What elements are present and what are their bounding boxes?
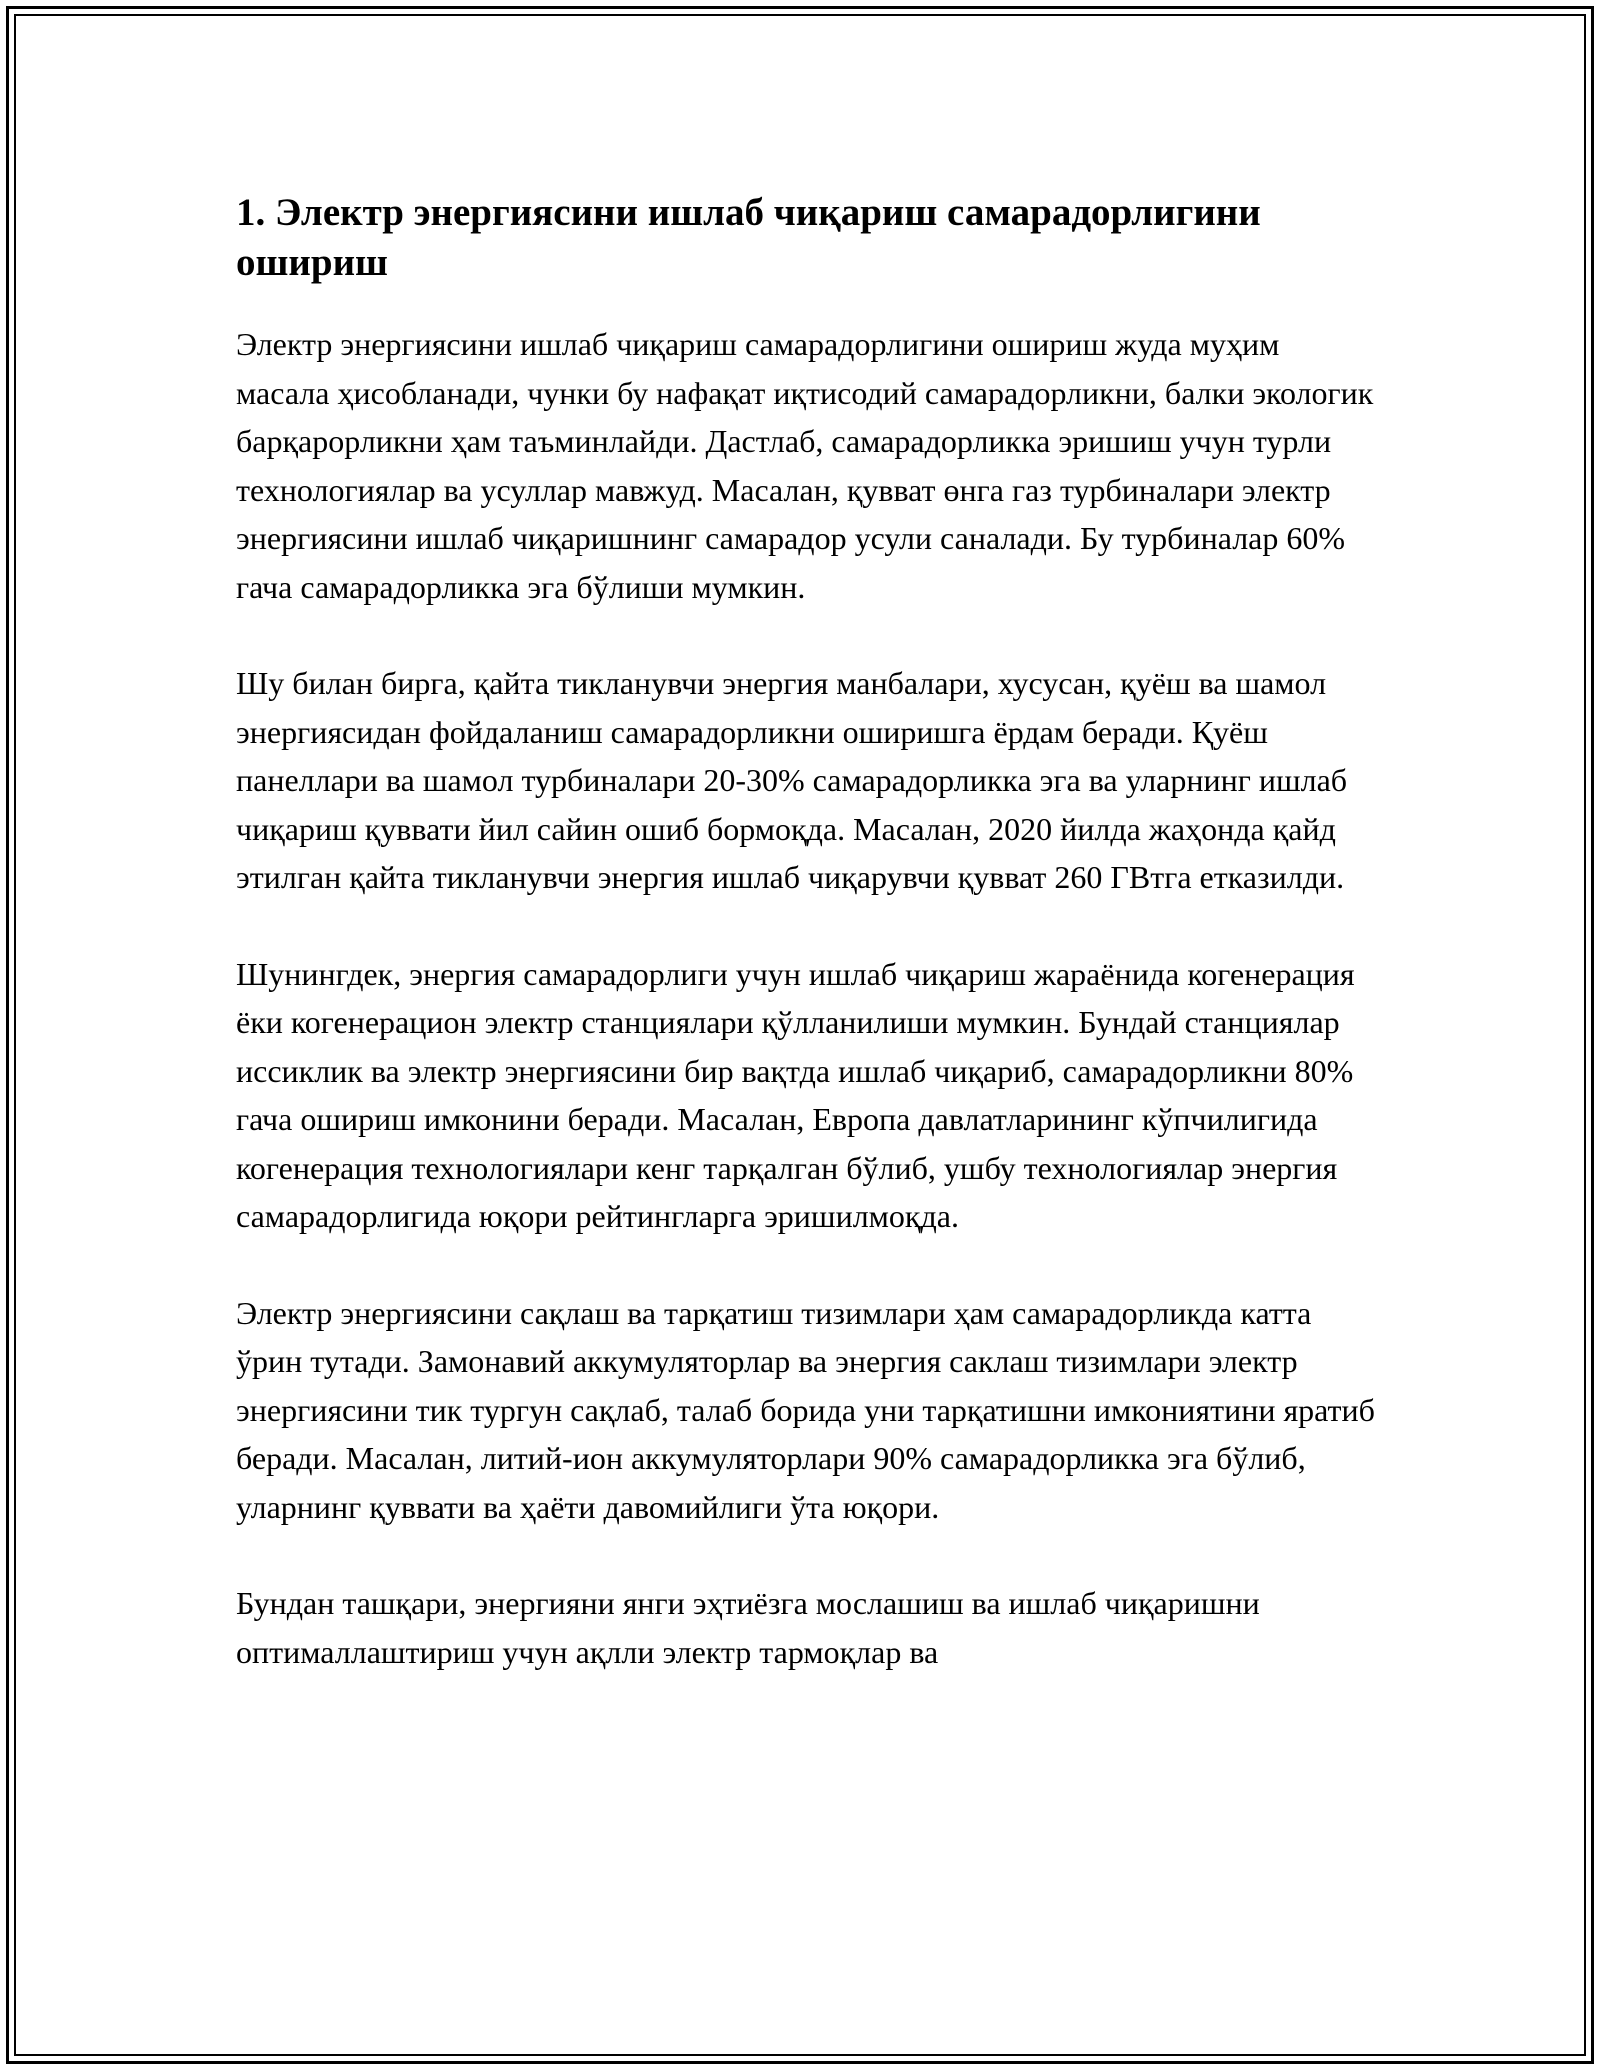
paragraph-1: Электр энергиясини ишлаб чиқариш самарадорлигини ошириш жуда муҳим масала ҳисобланади, чунки бу нафақат иқтисодий самарадорликни, балки экологик барқарорликни ҳам таъминлайди. Дастлаб, самарадорликка эришиш учун турли технологиялар ва усуллар мавжуд. Масалан, қувват өнга газ турбиналари электр энергиясини ишлаб чиқаришнинг самарадор усули саналади. Бу турбиналар 60% гача самарадорликка эга бўлиши мумкин. [236,326,1374,605]
section-heading: 1. Электр энергиясини ишлаб чиқариш самарадорлигини ошириш [236,191,1261,284]
paragraph-4: Электр энергиясини сақлаш ва тарқатиш тизимлари ҳам самарадорликда катта ўрин тутади. Замонавий аккумуляторлар ва энергия саклаш тизимлари электр энергиясини тик тургун сақлаб, талаб борида уни тарқатишни имкониятини яратиб беради. Масалан, литий-ион аккумуляторлари 90% самарадорликка эга бўлиб, уларнинг қуввати ва ҳаёти давомийлиги ўта юқори. [236,1294,1375,1525]
document-body [236,188,1376,1724]
paragraph-3: Шунингдек, энергия самарадорлиги учун ишлаб чиқариш жараёнида когенерация ёки когенерацион электр станциялари қўлланилиши мумкин. Бундай станциялар иссиклик ва электр энергиясини бир вақтда ишлаб чиқариб, самарадорликни 80% гача ошириш имконини беради. Масалан, Европа давлатларининг кўпчилигида когенерация технологиялари кенг тарқалган бўлиб, ушбу технологиялар энергия самарадорлигида юқори рейтингларга эришилмоқда. [236,955,1355,1234]
paragraph-2: Шу билан бирга, қайта тикланувчи энергия манбалари, хусусан, қуёш ва шамол энергиясидан фойдаланиш самарадорликни оширишга ёрдам беради. Қуёш панеллари ва шамол турбиналари 20-30% самарадорликка эга ва уларнинг ишлаб чиқариш қуввати йил сайин ошиб бормоқда. Масалан, 2020 йилда жаҳонда қайд этилган қайта тикланувчи энергия ишлаб чиқарувчи қувват 260 ГВтга етказилди. [236,665,1348,895]
paragraph-5: Бундан ташқари, энергияни янги эҳтиёзга мослашиш ва ишлаб чиқаришни оптималлаштириш учун ақлли электр тармоқлар ва [236,1585,1260,1670]
